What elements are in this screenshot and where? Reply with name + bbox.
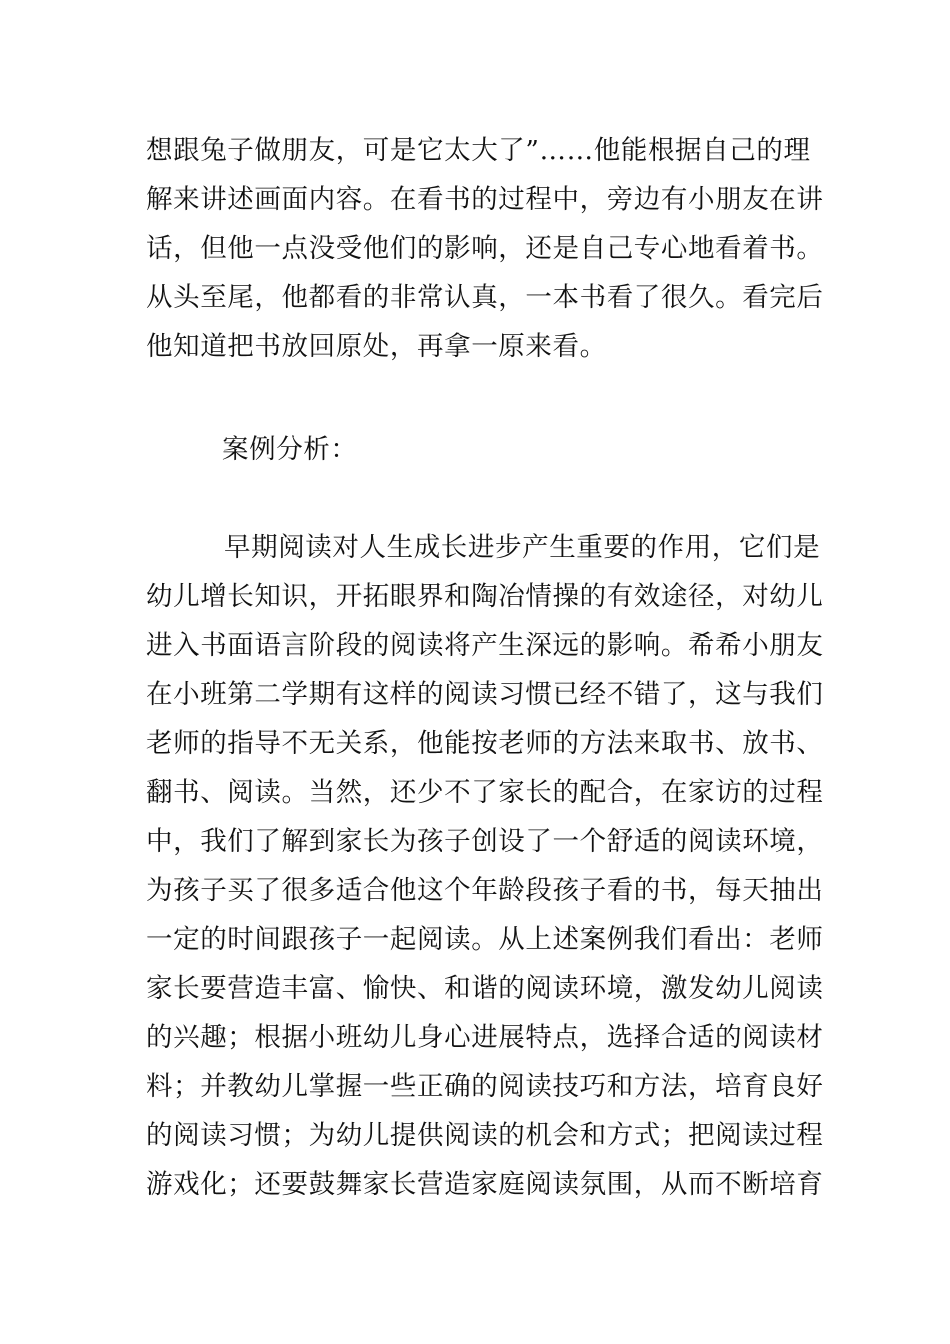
text-line: 早期阅读对人生成长进步产生重要的作用，它们是 [224, 532, 821, 563]
text-line: 为孩子买了很多适合他这个年龄段孩子看的书，每天抽出 [146, 875, 824, 906]
section-heading: 案例分析： [222, 434, 358, 465]
text-line: 料；并教幼儿掌握一些正确的阅读技巧和方法，培育良好 [146, 1071, 824, 1102]
analysis-paragraph [146, 523, 824, 1209]
text-line: 游戏化；还要鼓舞家长营造家庭阅读氛围，从而不断培育 [146, 1169, 824, 1200]
text-line: 一定的时间跟孩子一起阅读。从上述案例我们看出：老师 [146, 924, 824, 955]
text-line: 话，但他一点没受他们的影响，还是自己专心地看着书。 [146, 233, 824, 264]
text-line: 想跟兔子做朋友，可是它太大了”……他能根据自己的理 [146, 135, 811, 166]
text-line: 中，我们了解到家长为孩子创设了一个舒适的阅读环境， [146, 826, 824, 857]
text-line: 他知道把书放回原处，再拿一原来看。 [146, 331, 607, 362]
text-line: 家长要营造丰富、愉快、和谐的阅读环境，激发幼儿阅读 [146, 973, 824, 1004]
text-line: 的兴趣；根据小班幼儿身心进展特点，选择合适的阅读材 [146, 1022, 824, 1053]
text-line: 解来讲述画面内容。在看书的过程中，旁边有小朋友在讲 [146, 184, 824, 215]
text-line: 在小班第二学期有这样的阅读习惯已经不错了，这与我们 [146, 679, 824, 710]
text-line: 翻书、阅读。当然，还少不了家长的配合，在家访的过程 [146, 777, 824, 808]
text-line: 进入书面语言阶段的阅读将产生深远的影响。希希小朋友 [146, 630, 824, 661]
text-line: 老师的指导不无关系，他能按老师的方法来取书、放书、 [146, 728, 824, 759]
text-line: 从头至尾，他都看的非常认真，一本书看了很久。看完后 [146, 282, 824, 313]
text-line: 幼儿增长知识，开拓眼界和陶冶情操的有效途径，对幼儿 [146, 581, 824, 612]
section-heading-block [146, 425, 810, 474]
text-line: 的阅读习惯；为幼儿提供阅读的机会和方式；把阅读过程 [146, 1120, 824, 1151]
paragraph-continuation [146, 126, 824, 371]
